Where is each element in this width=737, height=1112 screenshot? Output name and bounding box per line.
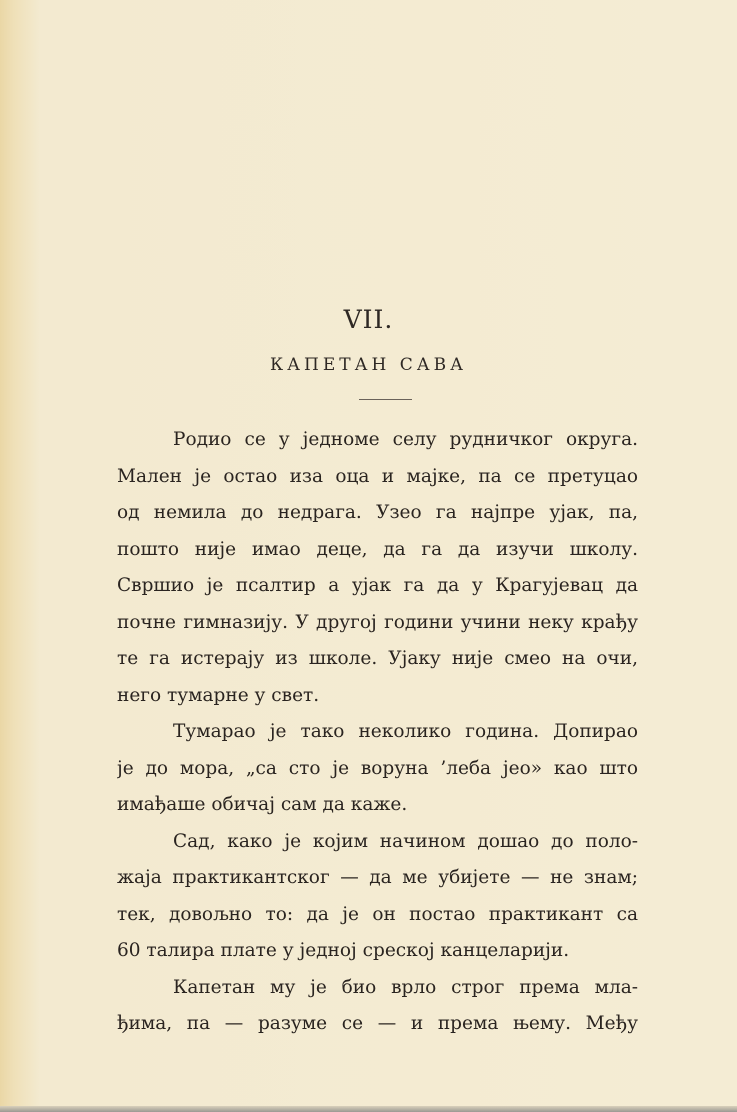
chapter-number: VII. (343, 305, 394, 334)
text-line: тек, довољно то: да је он постао практикант са (117, 903, 638, 925)
text-line: те га истерају из школе. Ујаку није смео на очи, (117, 648, 638, 669)
text-line: 60 талира плате у једној среској канцеларији. (117, 940, 570, 961)
title-divider (359, 399, 412, 400)
text-line: од немила до недрага. Узео га најпре ујак, па, (117, 502, 638, 523)
text-line: Тумарао је тако неколико година. Допирао (173, 721, 638, 742)
text-line: Сад, како је којим начином дошао до поло- (173, 830, 638, 852)
text-line: Мален је остао иза оца и мајке, па се претуцао (117, 465, 638, 487)
page-bottom-edge (0, 1106, 737, 1112)
text-line: имађаше обичај сам да каже. (117, 794, 408, 815)
text-line: Свршио је псалтир а ујак га да у Крагујевац да (117, 575, 638, 596)
body-text (117, 422, 638, 1043)
text-line: жаја практикантског — да ме убијете — не знам; (117, 867, 638, 888)
text-line: него тумарне у свет. (117, 684, 320, 706)
text-line: пошто није имао деце, да га да изучи школу. (117, 538, 638, 560)
text-line: Родио се у једноме селу рудничког округа. (173, 429, 638, 450)
text-line: је до мора, „са сто је воруна ’леба јео» као што (117, 757, 638, 779)
chapter-title: КАПЕТАН САВА (270, 355, 467, 375)
text-line: почне гимназију. У другој години учини неку крађу (117, 611, 638, 633)
text-line: ђима, па — разуме се — и према њему. Међу (117, 1013, 638, 1034)
text-line: Капетан му је био врло строг према мла- (173, 976, 638, 998)
